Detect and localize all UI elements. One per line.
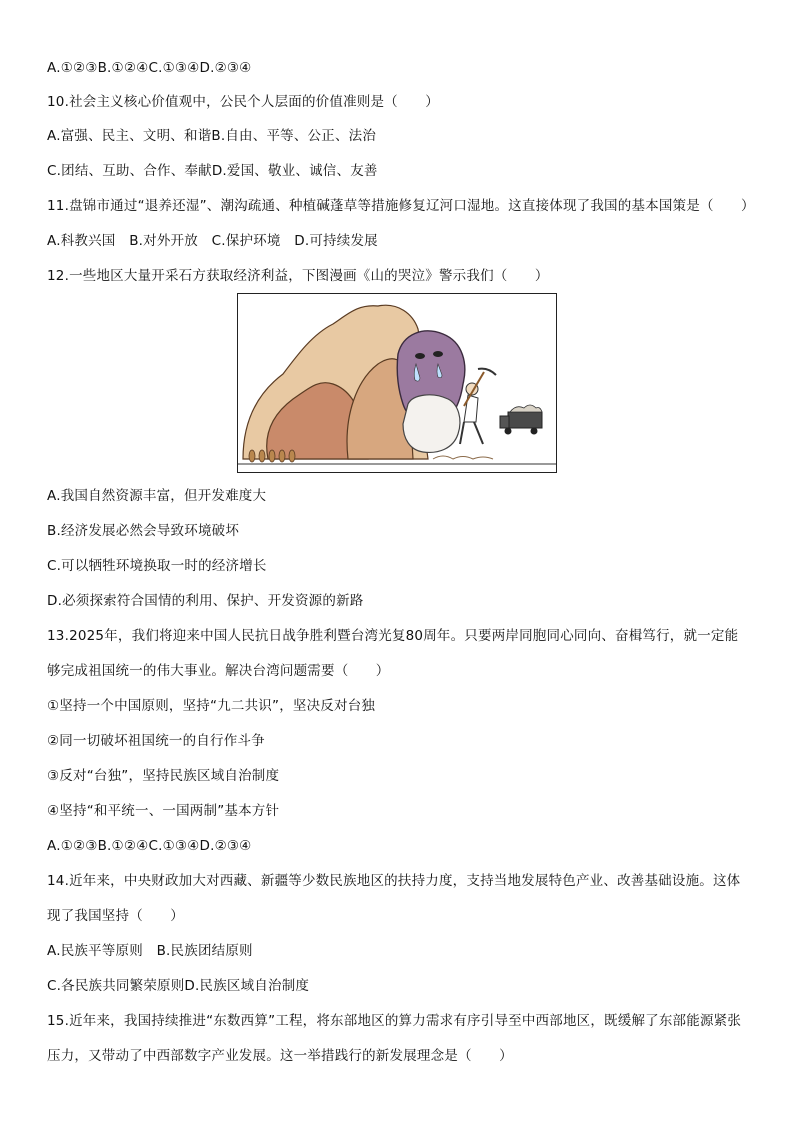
q10-options-ab: A.富强、民主、文明、和谐B.自由、平等、公正、法治 bbox=[47, 128, 377, 144]
q10-options-cd: C.团结、互助、合作、奉献D.爱国、敬业、诚信、友善 bbox=[47, 163, 378, 179]
q10-stem: 10.社会主义核心价值观中，公民个人层面的价值准则是（ ） bbox=[47, 94, 439, 110]
q14-options-cd: C.各民族共同繁荣原则D.民族区域自治制度 bbox=[47, 978, 310, 994]
q13-item-3: ③反对“台独”，坚持民族区域自治制度 bbox=[47, 768, 280, 784]
q13-item-4: ④坚持“和平统一、一国两制”基本方针 bbox=[47, 803, 280, 819]
q13-options: A.①②③B.①②④C.①③④D.②③④ bbox=[47, 838, 252, 854]
cartoon-crying-mountain bbox=[237, 293, 557, 473]
q13-stem-line1: 13.2025年，我们将迎来中国人民抗日战争胜利暨台湾光复80周年。只要两岸同胞同心同向、奋楫笃行，就一定能 bbox=[47, 628, 739, 644]
q12-option-d: D.必须探索符合国情的利用、保护、开发资源的新路 bbox=[47, 593, 364, 609]
q15-stem-line2: 压力，又带动了中西部数字产业发展。这一举措践行的新发展理念是（ ） bbox=[47, 1048, 513, 1064]
q13-stem-line2: 够完成祖国统一的伟大事业。解决台湾问题需要（ ） bbox=[47, 663, 390, 679]
q11-stem: 11.盘锦市通过“退养还湿”、潮沟疏通、种植碱蓬草等措施修复辽河口湿地。这直接体现了我国的基本国策是（ ） bbox=[47, 198, 755, 214]
q14-options-ab: A.民族平等原则 B.民族团结原则 bbox=[47, 943, 253, 959]
q9-options: A.①②③B.①②④C.①③④D.②③④ bbox=[47, 60, 252, 76]
q13-item-2: ②同一切破坏祖国统一的自行作斗争 bbox=[47, 733, 265, 749]
q14-stem-line1: 14.近年来，中央财政加大对西藏、新疆等少数民族地区的扶持力度，支持当地发展特色产业、改善基础设施。这体 bbox=[47, 873, 741, 889]
q12-option-c: C.可以牺牲环境换取一时的经济增长 bbox=[47, 558, 267, 574]
q11-options: A.科教兴国 B.对外开放 C.保护环境 D.可持续发展 bbox=[47, 233, 378, 249]
q15-stem-line1: 15.近年来，我国持续推进“东数西算”工程，将东部地区的算力需求有序引导至中西部地区，既缓解了东部能源紧张 bbox=[47, 1013, 742, 1029]
cartoon-illustration bbox=[238, 294, 556, 472]
q13-item-1: ①坚持一个中国原则，坚持“九二共识”，坚决反对台独 bbox=[47, 698, 376, 714]
q12-stem: 12.一些地区大量开采石方获取经济利益，下图漫画《山的哭泣》警示我们（ ） bbox=[47, 268, 549, 284]
q12-option-b: B.经济发展必然会导致环境破坏 bbox=[47, 523, 240, 539]
q12-option-a: A.我国自然资源丰富，但开发难度大 bbox=[47, 488, 267, 504]
q14-stem-line2: 现了我国坚持（ ） bbox=[47, 908, 184, 924]
